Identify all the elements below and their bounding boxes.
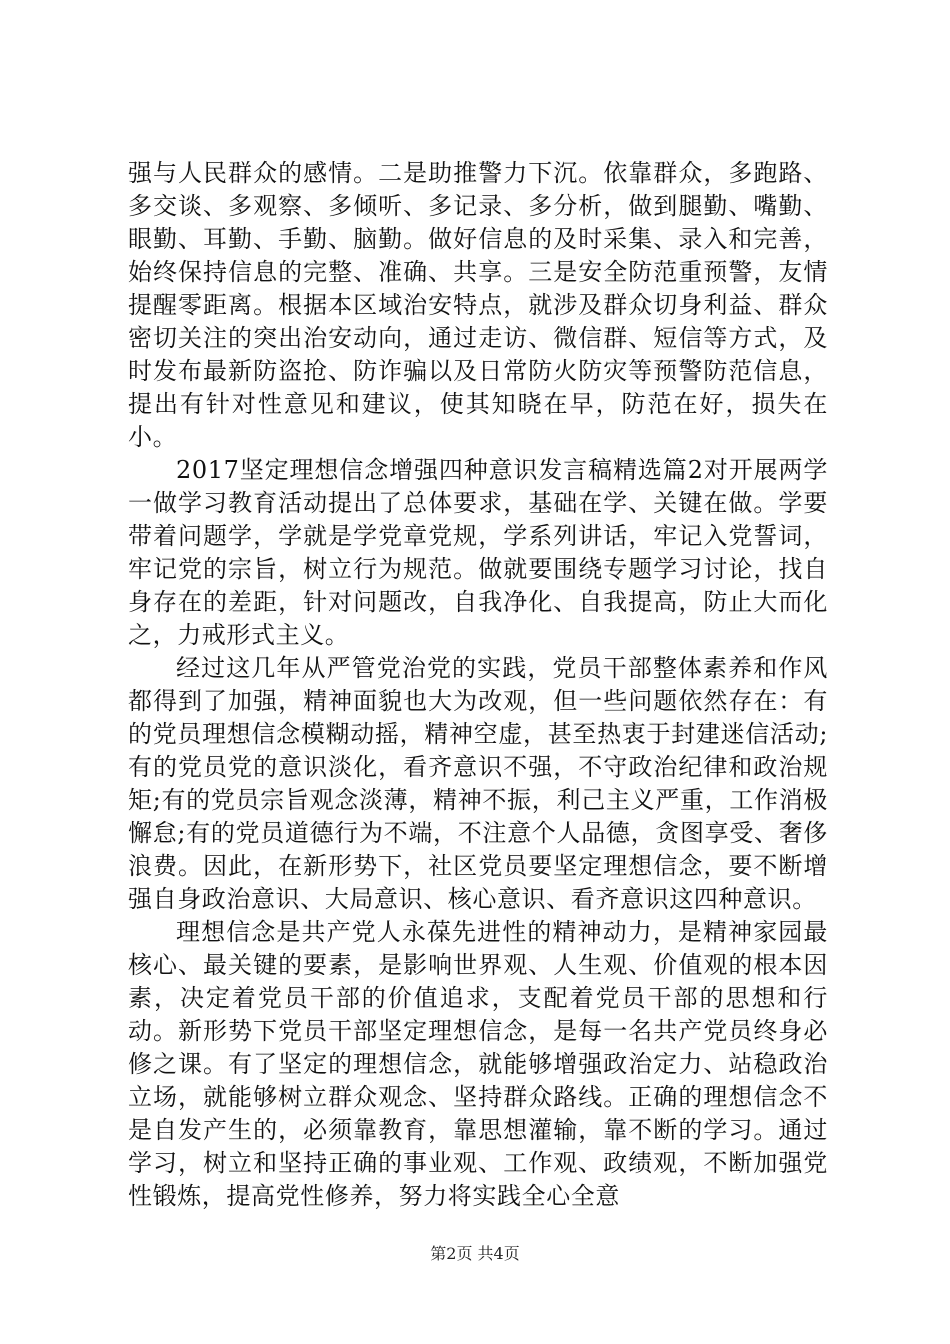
paragraph-continued: 强与人民群众的感情。二是助推警力下沉。依靠群众，多跑路、多交谈、多观察、多倾听、多记录、多分析，做到腿勤、嘴勤、眼勤、耳勤、手勤、脑勤。做好信息的及时采集、录入和完善，始终保持信息的完整、准确、共享。三是安全防范重预警，友情提醒零距离。根据本区域治安特点，就涉及群众切身利益、群众密切关注的突出治安动向，通过走访、微信群、短信等方式，及时发布最新防盗抢、防诈骗以及日常防火防灾等预警防范信息，提出有针对性意见和建议，使其知晓在早，防范在好，损失在小。: [128, 159, 828, 451]
paragraph-speech-intro: 2017坚定理想信念增强四种意识发言稿精选篇2对开展两学一做学习教育活动提出了总体要求，基础在学、关键在做。学要带着问题学，学就是学党章党规，学系列讲话，牢记入党誓词，牢记党的宗旨，树立行为规范。做就要围绕专题学习讨论，找自身存在的差距，针对问题改，自我净化、自我提高，防止大而化之，力戒形式主义。: [128, 456, 828, 649]
page-footer: 第2页 共4页: [430, 1244, 520, 1263]
document-body: [128, 157, 828, 1213]
paragraph-ideals: 理想信念是共产党人永葆先进性的精神动力，是精神家园最核心、最关键的要素，是影响世界观、人生观、价值观的根本因素，决定着党员干部的价值追求，支配着党员干部的思想和行动。新形势下党员干部坚定理想信念，是每一名共产党员终身必修之课。有了坚定的理想信念，就能够增强政治定力、站稳政治立场，就能够树立群众观念、坚持群众路线。正确的理想信念不是自发产生的，必须靠教育，靠思想灌输，靠不断的学习。通过学习，树立和坚持正确的事业观、工作观、政绩观，不断加强党性锻炼，提高党性修养，努力将实践全心全意: [128, 918, 828, 1210]
paragraph-problems: 经过这几年从严管党治党的实践，党员干部整体素养和作风都得到了加强，精神面貌也大为改观，但一些问题依然存在：有的党员理想信念模糊动摇，精神空虚，甚至热衷于封建迷信活动;有的党员党的意识淡化，看齐意识不强，不守政治纪律和政治规矩;有的党员宗旨观念淡薄，精神不振，利己主义严重，工作消极懈怠;有的党员道德行为不端，不注意个人品德，贪图享受、奢侈浪费。因此，在新形势下，社区党员要坚定理想信念，要不断增强自身政治意识、大局意识、核心意识、看齐意识这四种意识。: [128, 654, 828, 913]
